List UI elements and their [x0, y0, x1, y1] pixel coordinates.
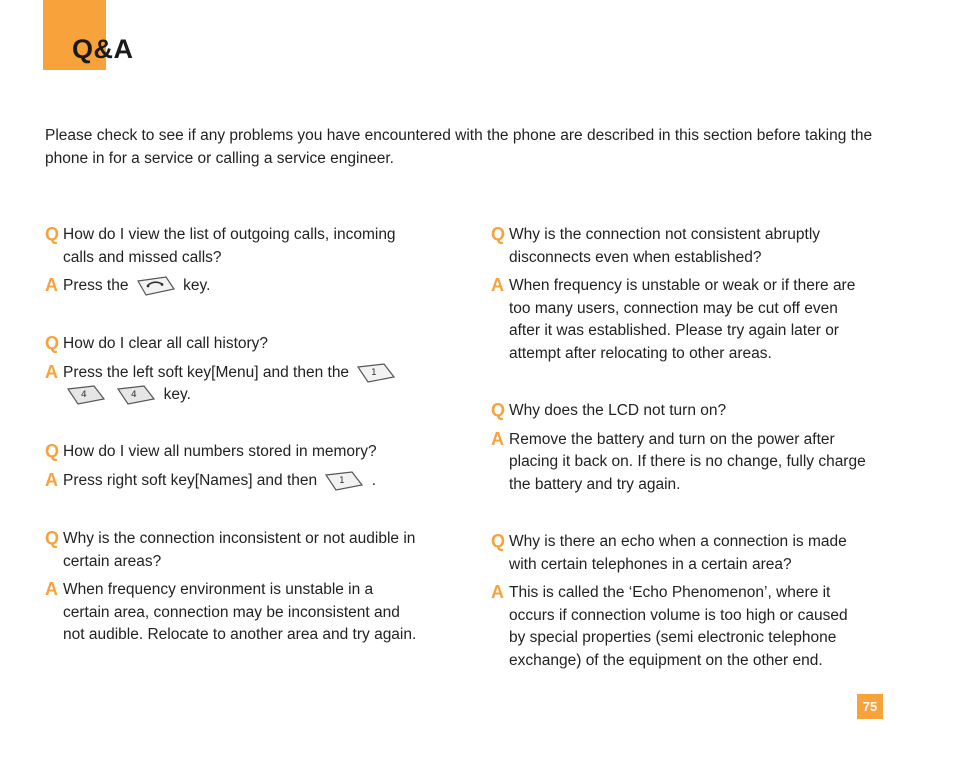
svg-text:4: 4 [131, 390, 138, 401]
a-marker: A [45, 275, 58, 295]
a-marker: A [45, 579, 58, 599]
svg-text:1: 1 [339, 475, 346, 486]
answer: A When frequency is unstable or weak or if there are too many users, connection may be cut off even after it was established. Please try again later or attempt after relocating to other areas. [491, 275, 856, 362]
a-marker: A [45, 469, 58, 490]
a-marker: A [491, 275, 504, 295]
answer: A Press the left soft key[Menu] and then the 1 4 4 key. [45, 362, 445, 407]
a-marker: A [45, 361, 58, 382]
question: Q Why is the connection not consistent abruptly disconnects even when established? [491, 224, 821, 266]
svg-text:4: 4 [81, 390, 87, 401]
a-marker: A [491, 582, 504, 602]
answer: A When frequency environment is unstable in a certain area, connection may be inconsistent and not audible. Relocate to another area and try again. [45, 579, 417, 643]
key-4-icon [66, 384, 106, 406]
qa-item [491, 224, 891, 365]
question: Q How do I view the list of outgoing calls, incoming calls and missed calls? [45, 224, 396, 266]
question: Q How do I clear all call history? [45, 333, 269, 353]
q-marker: Q [491, 531, 506, 551]
question: Q How do I view all numbers stored in memory? [45, 441, 377, 461]
q-marker: Q [45, 528, 60, 548]
q-marker: Q [45, 224, 60, 244]
answer: A This is called the ‘Echo Phenomenon’, where it occurs if connection volume is too high or caused by special properties (semi electronic telephone exchange) of the equipment on the other end. [491, 582, 848, 669]
page-title: Q&A [72, 34, 134, 64]
q-marker: Q [491, 224, 506, 244]
question: Q Why does the LCD not turn on? [491, 400, 727, 420]
key-1-icon [324, 470, 364, 492]
a-marker: A [491, 428, 504, 449]
question: Q Why is there an echo when a connection is made with certain telephones in a certain area? [491, 531, 847, 573]
intro-paragraph: Please check to see if any problems you have encountered with the phone are described in this section before taking the phone in for a service or calling a service engineer. [45, 127, 873, 167]
svg-text:1: 1 [371, 367, 378, 378]
qa-item [45, 441, 445, 492]
question: Q Why is the connection inconsistent or not audible in certain areas? [45, 528, 416, 570]
qa-item [45, 224, 445, 298]
answer: A Press the key. [45, 275, 211, 295]
q-marker: Q [45, 333, 60, 353]
key-4-icon [116, 384, 156, 406]
qa-item [491, 400, 891, 496]
qa-item [491, 531, 891, 672]
qa-item [45, 333, 445, 407]
answer: A Press right soft key[Names] and then 1 . [45, 469, 377, 490]
q-marker: Q [491, 400, 506, 420]
key-1-icon [356, 362, 396, 384]
page-number: 75 [857, 694, 883, 719]
q-marker: Q [45, 441, 60, 461]
send-key-icon [136, 275, 176, 297]
qa-item [45, 528, 445, 647]
answer: A Remove the battery and turn on the power after placing it back on. If there is no change, fully charge the battery and try again. [491, 428, 866, 493]
